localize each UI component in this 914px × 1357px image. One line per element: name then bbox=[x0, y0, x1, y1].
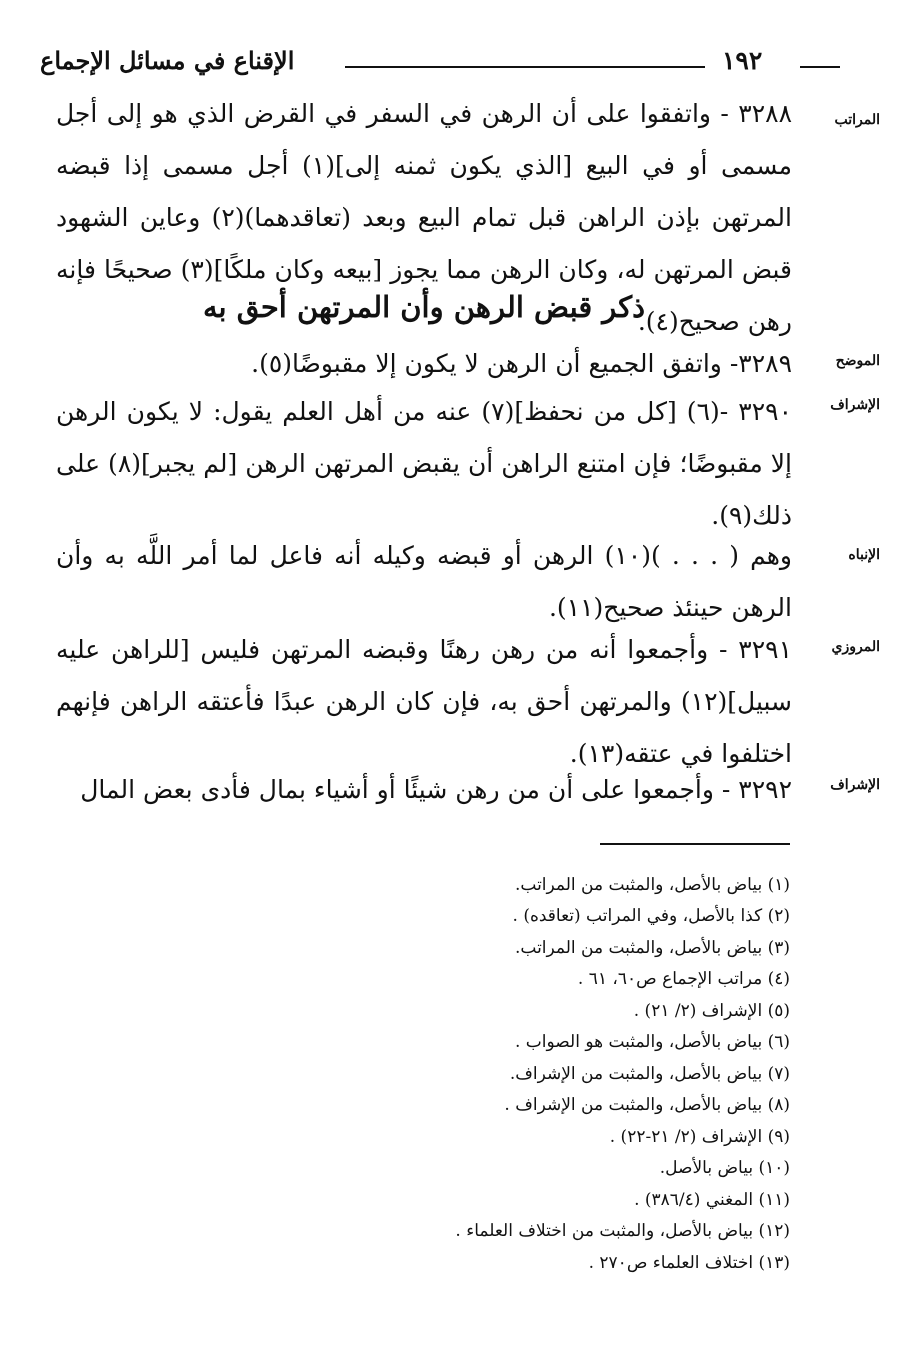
footnote: (٣) بياض بالأصل، والمثبت من المراتب. bbox=[514, 938, 790, 958]
paragraph-3291: ٣٢٩١ - وأجمعوا أنه من رهن رهنًا وقبضه المرتهن فليس [للراهن عليه سبيل](١٢) والمرتهن أحق به، فإن كان الرهن عبدًا فأعتقه الراهن فإنهم اختلفوا في عتقه(١٣). bbox=[56, 635, 792, 768]
margin-source-label: المراتب bbox=[834, 112, 880, 128]
footnote: (٩) الإشراف (٢/ ٢١-٢٢) . bbox=[609, 1127, 790, 1147]
footnote: (١٣) اختلاف العلماء ص٢٧٠ . bbox=[588, 1253, 790, 1273]
margin-source-label: الإشراف bbox=[830, 397, 880, 413]
footnote: (١٢) بياض بالأصل، والمثبت من اختلاف العلماء . bbox=[455, 1221, 790, 1241]
footnote-separator bbox=[600, 843, 790, 845]
footnote: (١) بياض بالأصل، والمثبت من المراتب. bbox=[514, 875, 790, 895]
section-heading: ذكر قبض الرهن وأن المرتهن أحق به bbox=[202, 290, 646, 324]
footnote: (٥) الإشراف (٢/ ٢١) . bbox=[633, 1001, 790, 1021]
page-number: ١٩٢ bbox=[722, 46, 763, 75]
margin-source-label: الإشراف bbox=[830, 777, 880, 793]
footnote: (١١) المغني (٣٨٦/٤) . bbox=[634, 1190, 790, 1210]
book-title: الإقناع في مسائل الإجماع bbox=[40, 46, 295, 75]
footnote: (١٠) بياض بالأصل. bbox=[659, 1158, 790, 1178]
paragraph-3289: ٣٢٨٩- واتفق الجميع أن الرهن لا يكون إلا مقبوضًا(٥). bbox=[251, 349, 792, 378]
footnote: (٨) بياض بالأصل، والمثبت من الإشراف . bbox=[504, 1095, 790, 1115]
running-header bbox=[40, 46, 800, 86]
header-rule-right bbox=[800, 66, 840, 68]
margin-source-label: الإنباه bbox=[848, 547, 880, 563]
footnote: (٤) مراتب الإجماع ص٦٠، ٦١ . bbox=[577, 969, 790, 989]
margin-source-label: الموضح bbox=[835, 353, 880, 369]
footnote: (٧) بياض بالأصل، والمثبت من الإشراف. bbox=[509, 1064, 790, 1084]
footnote: (٦) بياض بالأصل، والمثبت هو الصواب . bbox=[514, 1032, 790, 1052]
header-rule bbox=[345, 66, 705, 68]
footnote: (٢) كذا بالأصل، وفي المراتب (تعاقده) . bbox=[512, 906, 790, 926]
paragraph-3290: ٣٢٩٠ -(٦) [كل من نحفظ](٧) عنه من أهل العلم يقول: لا يكون الرهن إلا مقبوضًا؛ فإن امتنع الراهن أن يقبض المرتهن الرهن [لم يجبر](٨) على ذلك(٩). bbox=[56, 397, 793, 530]
paragraph-3292: ٣٢٩٢ - وأجمعوا على أن من رهن شيئًا أو أشياء بمال فأدى بعض المال bbox=[80, 775, 792, 804]
margin-source-label: المروزي bbox=[831, 639, 880, 655]
paragraph-inbah: وهم ( . . . )(١٠) الرهن أو قبضه وكيله أنه فاعل لما أمر اللَّه به وأن الرهن حينئذ صحيح(١١). bbox=[56, 541, 792, 622]
paragraph-3288: ٣٢٨٨ - واتفقوا على أن الرهن في السفر في القرض الذي هو إلى أجل مسمى أو في البيع [الذي يكون ثمنه إلى](١) أجل مسمى إذا قبضه المرتهن بإذن الراهن قبل تمام البيع وبعد (تعاقدهما)(٢) وعاين الشهود قبض المرتهن له، وكان الرهن مما يجوز [بيعه وكان ملكًا](٣) صحيحًا فإنه رهن صحيح(٤). bbox=[56, 99, 793, 336]
